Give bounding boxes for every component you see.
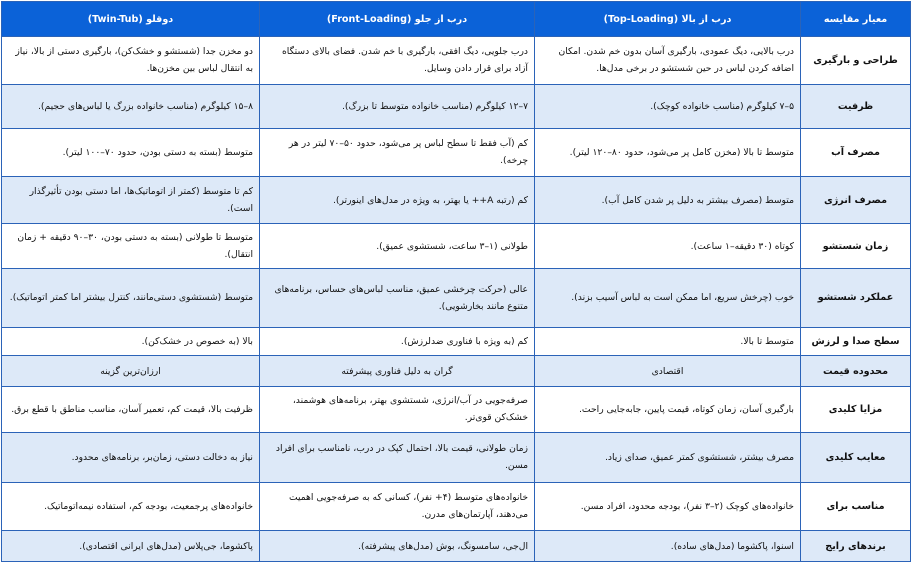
cell-top-loading: متوسط تا بالا (مخزن کامل پر می‌شود، حدود ۸۰–۱۲۰ لیتر). [535,128,801,177]
cell-top-loading: متوسط تا بالا. [535,327,801,355]
table-row [2,268,911,327]
row-criterion: معایب کلیدی [801,432,911,482]
cell-front-loading: کم (به ویژه با فناوری ضدلرزش). [260,327,535,355]
cell-top-loading: خوب (چرخش سریع، اما ممکن است به لباس آسیب بزند). [535,268,801,327]
table-header [2,2,911,37]
cell-front-loading: درب جلویی، دیگ افقی، بارگیری با خم شدن. فضای بالای دستگاه آزاد برای قرار دادن وسایل. [260,37,535,85]
table-row [2,482,911,531]
header-row [2,2,911,37]
cell-top-loading: اقتصادی [535,356,801,387]
cell-front-loading: ۷–۱۲ کیلوگرم (مناسب خانواده متوسط تا بزرگ). [260,84,535,128]
row-criterion: مصرف انرژی [801,177,911,224]
cell-twin-tub: متوسط (بسته به دستی بودن، حدود ۷۰–۱۰۰ لیتر). [2,128,260,177]
cell-twin-tub: ۸–۱۵ کیلوگرم (مناسب خانواده بزرگ یا لباس‌های حجیم). [2,84,260,128]
row-criterion: مصرف آب [801,128,911,177]
cell-twin-tub: بالا (به خصوص در خشک‌کن). [2,327,260,355]
cell-twin-tub: خانواده‌های پرجمعیت، بودجه کم، استفاده نیمه‌اتوماتیک. [2,482,260,531]
cell-front-loading: خانواده‌های متوسط (۴+ نفر)، کسانی که به صرفه‌جویی اهمیت می‌دهند، آپارتمان‌های مدرن. [260,482,535,531]
table-row [2,386,911,432]
row-criterion: سطح صدا و لرزش [801,327,911,355]
cell-twin-tub: ظرفیت بالا، قیمت کم، تعمیر آسان، مناسب مناطق با قطع برق. [2,386,260,432]
table-row [2,432,911,482]
cell-twin-tub: دو مخزن جدا (شستشو و خشک‌کن)، بارگیری دستی از بالا، نیاز به انتقال لباس بین مخزن‌ها. [2,37,260,85]
header-criterion: معیار مقایسه [801,2,911,37]
cell-front-loading: ال‌جی، سامسونگ، بوش (مدل‌های پیشرفته). [260,531,535,562]
cell-front-loading: کم (رتبه A++ یا بهتر، به ویژه در مدل‌های اینورتر). [260,177,535,224]
table-row [2,356,911,387]
cell-twin-tub: کم تا متوسط (کمتر از اتوماتیک‌ها، اما دستی بودن تأثیرگذار است). [2,177,260,224]
header-twin-tub: دوقلو (Twin-Tub) [2,2,260,37]
cell-front-loading: گران به دلیل فناوری پیشرفته [260,356,535,387]
cell-twin-tub: نیاز به دخالت دستی، زمان‌بر، برنامه‌های محدود. [2,432,260,482]
cell-front-loading: زمان طولانی، قیمت بالا، احتمال کپک در درب، نامناسب برای افراد مسن. [260,432,535,482]
cell-top-loading: ۵–۷ کیلوگرم (مناسب خانواده کوچک). [535,84,801,128]
cell-twin-tub: ارزان‌ترین گزینه [2,356,260,387]
cell-twin-tub: متوسط تا طولانی (بسته به دستی بودن، ۳۰–۹۰ دقیقه + زمان انتقال). [2,224,260,269]
cell-top-loading: مصرف بیشتر، شستشوی کمتر عمیق، صدای زیاد. [535,432,801,482]
cell-top-loading: متوسط (مصرف بیشتر به دلیل پر شدن کامل آب). [535,177,801,224]
cell-top-loading: خانواده‌های کوچک (۲–۳ نفر)، بودجه محدود، افراد مسن. [535,482,801,531]
comparison-table [1,1,911,562]
table-body [2,37,911,562]
cell-twin-tub: پاکشوما، جی‌پلاس (مدل‌های ایرانی اقتصادی). [2,531,260,562]
row-criterion: طراحی و بارگیری [801,37,911,85]
row-criterion: مزایا کلیدی [801,386,911,432]
cell-front-loading: صرفه‌جویی در آب/انرژی، شستشوی بهتر، برنامه‌های هوشمند، خشک‌کن قوی‌تر. [260,386,535,432]
cell-twin-tub: متوسط (شستشوی دستی‌مانند، کنترل بیشتر اما کمتر اتوماتیک). [2,268,260,327]
cell-front-loading: کم (آب فقط تا سطح لباس پر می‌شود، حدود ۵۰–۷۰ لیتر در هر چرخه). [260,128,535,177]
row-criterion: زمان شستشو [801,224,911,269]
table-row [2,37,911,85]
cell-top-loading: کوتاه (۳۰ دقیقه–۱ ساعت). [535,224,801,269]
table-row [2,531,911,562]
table-row [2,84,911,128]
table-row [2,224,911,269]
row-criterion: مناسب برای [801,482,911,531]
row-criterion: ظرفیت [801,84,911,128]
row-criterion: عملکرد شستشو [801,268,911,327]
table-row [2,177,911,224]
cell-top-loading: درب بالایی، دیگ عمودی، بارگیری آسان بدون خم شدن. امکان اضافه کردن لباس در حین شستشو در برخی مدل‌ها. [535,37,801,85]
cell-top-loading: بارگیری آسان، زمان کوتاه، قیمت پایین، جابه‌جایی راحت. [535,386,801,432]
table-row [2,327,911,355]
row-criterion: برندهای رایج [801,531,911,562]
cell-top-loading: اسنوا، پاکشوما (مدل‌های ساده). [535,531,801,562]
cell-front-loading: طولانی (۱–۳ ساعت، شستشوی عمیق). [260,224,535,269]
row-criterion: محدوده قیمت [801,356,911,387]
cell-front-loading: عالی (حرکت چرخشی عمیق، مناسب لباس‌های حساس، برنامه‌های متنوع مانند بخارشویی). [260,268,535,327]
header-top-loading: درب از بالا (Top-Loading) [535,2,801,37]
header-front-loading: درب از جلو (Front-Loading) [260,2,535,37]
table-row [2,128,911,177]
